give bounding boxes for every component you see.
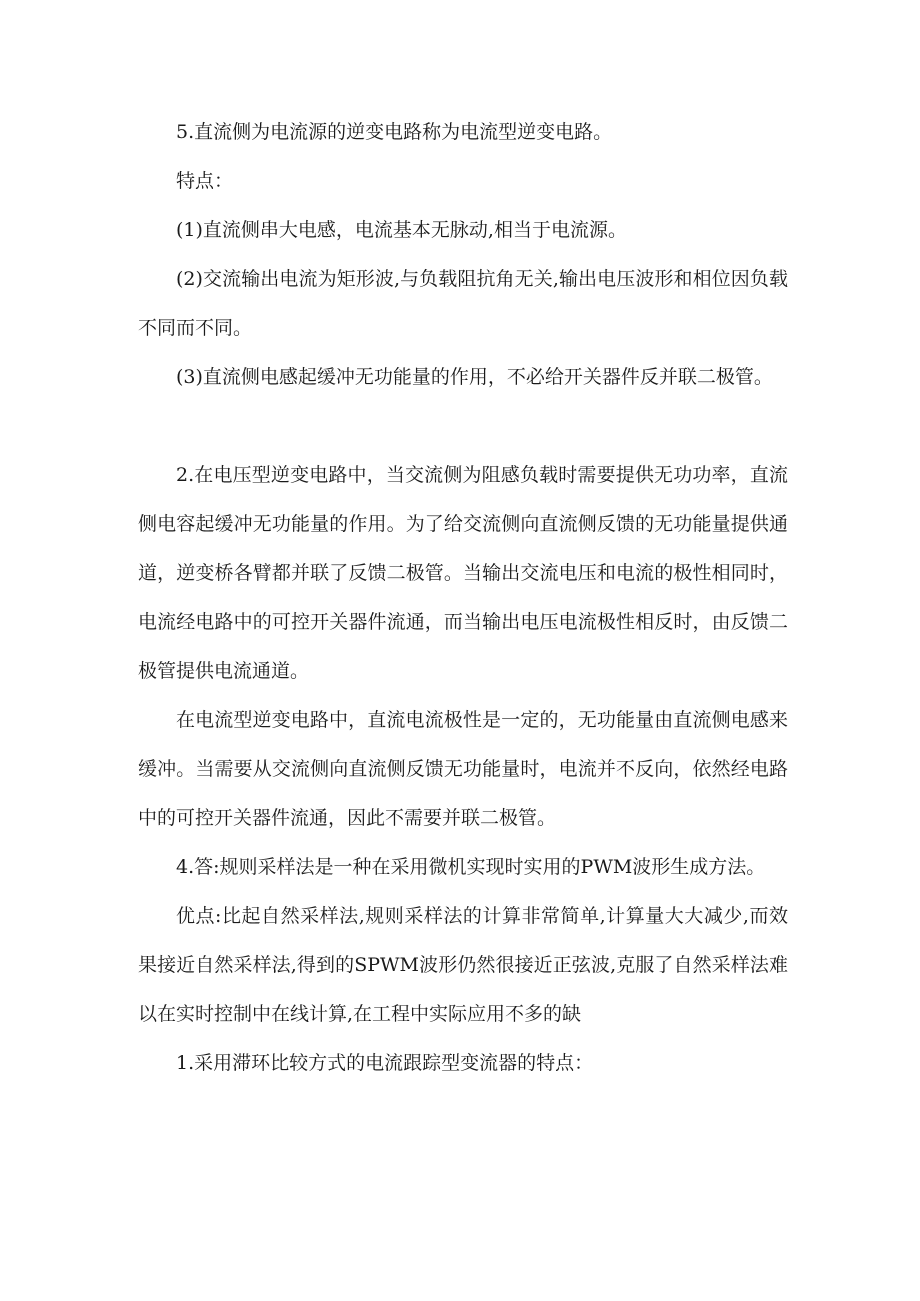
paragraph-feature-2: (2)交流输出电流为矩形波,与负载阻抗角无关,输出电压波形和相位因负载不同而不同。 — [138, 268, 788, 339]
paragraph-current-source-inverter: 5.直流侧为电流源的逆变电路称为电流型逆变电路。 — [176, 121, 613, 143]
paragraph-current-source-polarity: 在电流型逆变电路中，直流电流极性是一定的，无功能量由直流侧电感来缓冲。当需要从交流侧向直流侧反馈无功能量时，电流并不反向，依然经电路中的可控开关器件流通，因此不需要并联二极管。 — [138, 709, 788, 829]
paragraph-hysteresis-current-tracking: 1.采用滞环比较方式的电流跟踪型变流器的特点： — [176, 1052, 594, 1074]
paragraph-voltage-source-inverter: 2.在电压型逆变电路中，当交流侧为阻感负载时需要提供无功功率，直流侧电容起缓冲无功能量的作用。为了给交流侧向直流侧反馈的无功能量提供通道，逆变桥各臂都并联了反馈二极管。当输出交流电压和电流的极性相同时，电流经电路中的可控开关器件流通，而当输出电压电流极性相反时，由反馈二极管提供电流通道。 — [138, 464, 788, 682]
paragraph-advantages: 优点:比起自然采样法,规则采样法的计算非常简单,计算量大大减少,而效果接近自然采样法,得到的SPWM波形仍然很接近正弦波,克服了自然采样法难以在实时控制中在线计算,在工程中实际应用不多的缺 — [138, 905, 788, 1025]
paragraph-regular-sampling: 4.答:规则采样法是一种在采用微机实现时实用的PWM波形生成方法。 — [176, 856, 766, 878]
paragraph-feature-1: (1)直流侧串大电感，电流基本无脉动,相当于电流源。 — [176, 219, 627, 241]
paragraph-features-heading: 特点： — [176, 170, 234, 192]
paragraph-feature-3: (3)直流侧电感起缓冲无功能量的作用，不必给开关器件反并联二极管。 — [176, 366, 773, 388]
